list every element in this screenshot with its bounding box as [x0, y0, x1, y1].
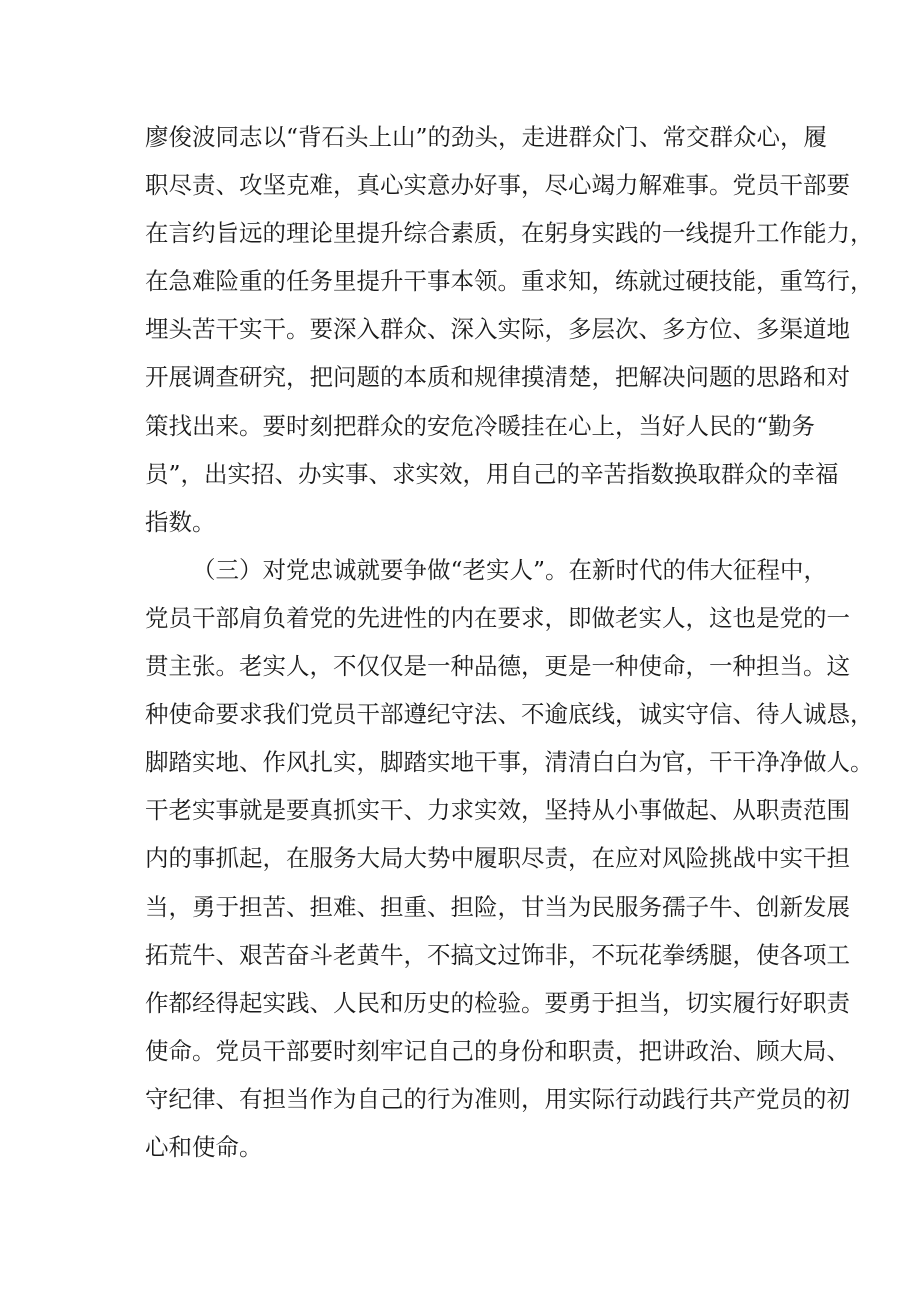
- text-line: 在急难险重的任务里提升干事本领。重求知，练就过硬技能，重笃行，: [145, 267, 874, 296]
- text-line: 党员干部肩负着党的先进性的内在要求，即做老实人，这也是党的一: [145, 603, 850, 632]
- paragraph-2: [145, 546, 874, 1171]
- text-line: 员”，出实招、办实事、求实效，用自己的辛苦指数换取群众的幸福: [145, 459, 839, 488]
- text-line: 贯主张。老实人，不仅仅是一种品德，更是一种使命，一种担当。这: [145, 652, 850, 681]
- text-line: 在言约旨远的理论里提升综合素质，在躬身实践的一线提升工作能力，: [145, 219, 874, 248]
- text-line: 作都经得起实践、人民和历史的检验。要勇于担当，切实履行好职责: [145, 988, 850, 1017]
- text-line: 指数。: [145, 507, 216, 536]
- text-line: 策找出来。要时刻把群众的安危冷暖挂在心上，当好人民的“勤务: [145, 411, 816, 440]
- text-line: 拓荒牛、艰苦奋斗老黄牛，不搞文过饰非，不玩花拳绣腿，使各项工: [145, 940, 850, 969]
- document-page: [145, 113, 874, 1171]
- text-line: 干老实事就是要真抓实干、力求实效，坚持从小事做起、从职责范围: [145, 796, 850, 825]
- text-line: 脚踏实地、作风扎实，脚踏实地干事，清清白白为官，干干净净做人。: [145, 748, 874, 777]
- text-line: 埋头苦干实干。要深入群众、深入实际，多层次、多方位、多渠道地: [145, 315, 850, 344]
- section-heading-line: （三）对党忠诚就要争做“老实人”。在新时代的伟大征程中，: [192, 555, 828, 584]
- text-line: 当，勇于担苦、担难、担重、担险，甘当为民服务孺子牛、创新发展: [145, 892, 850, 921]
- text-line: 廖俊波同志以“背石头上山”的劲头，走进群众门、常交群众心，履: [145, 123, 828, 151]
- paragraph-1: [145, 113, 874, 546]
- text-line: 心和使命。: [145, 1132, 263, 1161]
- text-line: 使命。党员干部要时刻牢记自己的身份和职责，把讲政治、顾大局、: [145, 1036, 850, 1065]
- text-line: 内的事抓起，在服务大局大势中履职尽责，在应对风险挑战中实干担: [145, 844, 850, 873]
- text-line: 职尽责、攻坚克难，真心实意办好事，尽心竭力解难事。党员干部要: [145, 171, 850, 200]
- text-line: 种使命要求我们党员干部遵纪守法、不逾底线，诚实守信、待人诚恳，: [145, 700, 874, 729]
- text-line: 开展调查研究，把问题的本质和规律摸清楚，把解决问题的思路和对: [145, 363, 850, 392]
- text-line: 守纪律、有担当作为自己的行为准则，用实际行动践行共产党员的初: [145, 1084, 850, 1113]
